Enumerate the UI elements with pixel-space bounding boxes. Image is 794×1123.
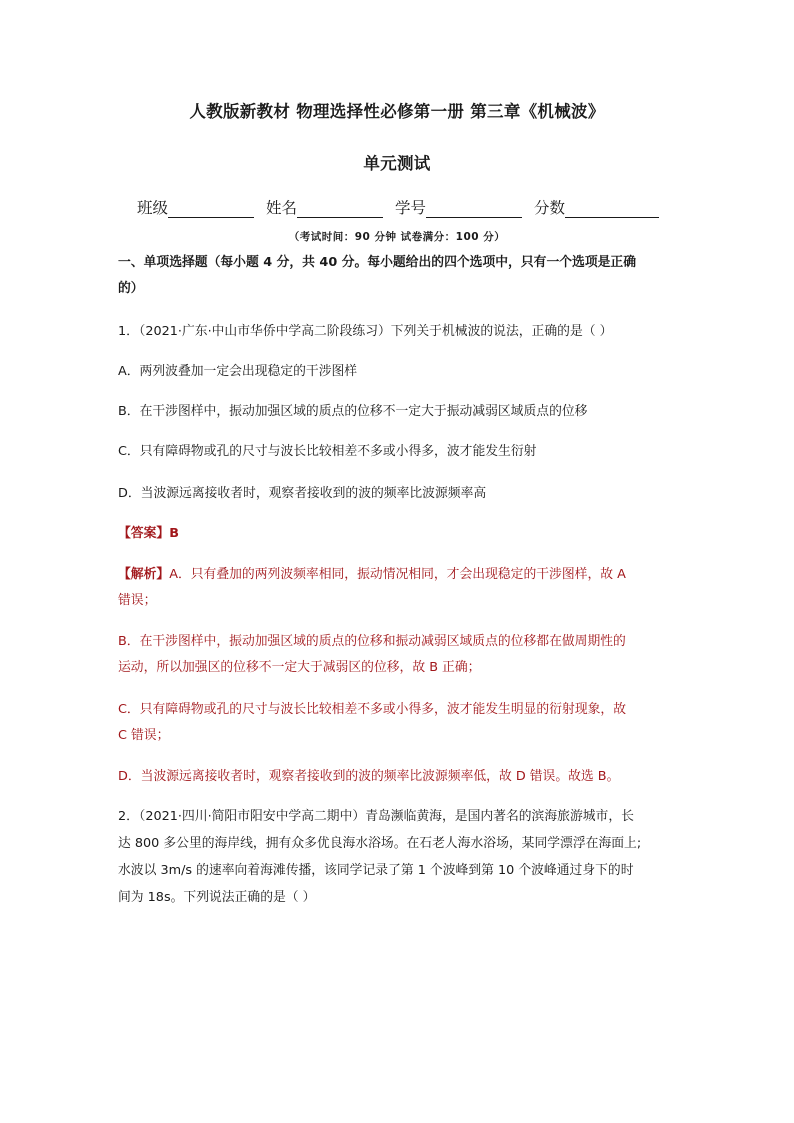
question-1-analysis-c-cont: C 错误；: [118, 728, 170, 743]
question-1-analysis-b: B．在干涉图样中，振动加强区域的质点的位移和振动减弱区域质点的位移都在做周期性的: [118, 634, 626, 649]
question-2-line-1: 2．（2021·四川·简阳市阳安中学高二期中）青岛濒临黄海，是国内著名的滨海旅游城市，长: [118, 809, 634, 824]
score-label: 分数: [534, 199, 566, 217]
question-2-line-4: 间为 18s。下列说法正确的是（ ）: [118, 890, 316, 905]
question-2-line-2: 达 800 多公里的海岸线，拥有众多优良海水浴场。在石老人海水浴场，某同学漂浮在海面上;: [118, 836, 642, 851]
id-blank: [426, 200, 522, 218]
question-1-option-c: C．只有障碍物或孔的尺寸与波长比较相差不多或小得多，波才能发生衍射: [118, 444, 537, 459]
question-1-option-d: D．当波源远离接收者时，观察者接收到的波的频率比波源频率高: [118, 486, 487, 501]
exam-note: （考试时间：90 分钟 试卷满分：100 分）: [288, 231, 506, 243]
section-heading-cont: 的）: [118, 281, 144, 296]
question-1-analysis-a-cont: 错误；: [118, 593, 157, 608]
question-1-analysis-c: C．只有障碍物或孔的尺寸与波长比较相差不多或小得多，波才能发生明显的衍射现象，故: [118, 702, 627, 717]
question-1-option-a: A．两列波叠加一定会出现稳定的干涉图样: [118, 364, 358, 379]
question-1-answer: 【答案】B: [118, 526, 179, 541]
id-label: 学号: [395, 199, 427, 217]
question-1-analysis-b-cont: 运动，所以加强区的位移不一定大于减弱区的位移，故 B 正确；: [118, 660, 481, 675]
analysis-label: 【解析】: [118, 567, 170, 582]
question-1-stem: 1．（2021·广东·中山市华侨中学高二阶段练习）下列关于机械波的说法，正确的是（ ）: [118, 324, 613, 339]
question-1-analysis-d: D．当波源远离接收者时，观察者接收到的波的频率比波源频率低，故 D 错误。故选 B。: [118, 769, 620, 784]
question-1-option-b: B．在干涉图样中，振动加强区域的质点的位移不一定大于振动减弱区域质点的位移: [118, 404, 588, 419]
class-label: 班级: [137, 199, 169, 217]
document-subtitle: 单元测试: [363, 154, 431, 173]
class-blank: [168, 200, 254, 218]
name-blank: [297, 200, 383, 218]
name-label: 姓名: [266, 199, 298, 217]
question-1-analysis-a: [118, 566, 678, 584]
section-heading: 一、单项选择题（每小题 4 分，共 40 分。每小题给出的四个选项中，只有一个选项是正确: [118, 255, 637, 270]
question-2-line-3: 水波以 3m/s 的速率向着海滩传播，该同学记录了第 1 个波峰到第 10 个波峰通过身下的时: [118, 863, 634, 878]
score-blank: [565, 200, 659, 218]
document-title: 人教版新教材 物理选择性必修第一册 第三章《机械波》: [189, 102, 605, 121]
analysis-a-text: A．只有叠加的两列波频率相同，振动情况相同，才会出现稳定的干涉图样，故 A: [169, 567, 626, 582]
student-info-line: [137, 196, 671, 218]
